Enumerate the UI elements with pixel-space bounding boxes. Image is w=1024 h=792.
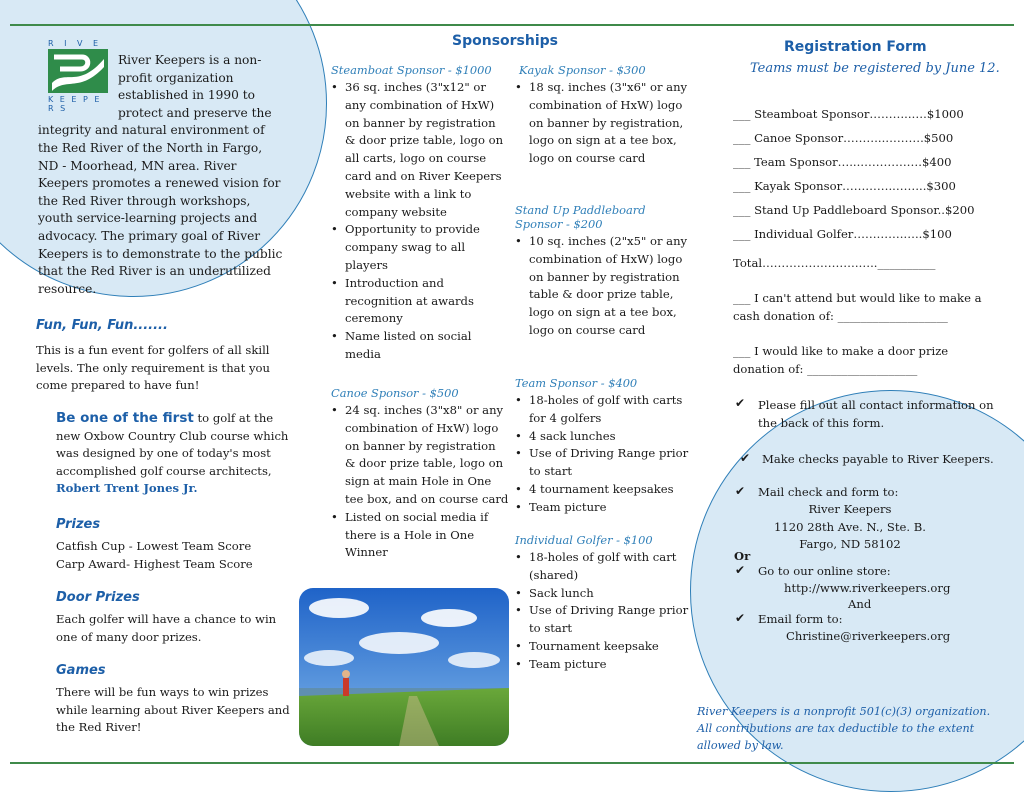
prize-item: Carp Award- Highest Team Score	[56, 556, 253, 571]
steamboat-benefit: • Opportunity to provide company swag to all players	[331, 221, 509, 274]
canoe-benefit: • Listed on social media if there is a Hole in One Winner	[331, 509, 509, 562]
email-link[interactable]: Christine@riverkeepers.org	[786, 629, 951, 643]
team-sponsor-title: Team Sponsor - $400	[515, 376, 638, 390]
steamboat-benefit: • Name listed on social media	[331, 328, 509, 364]
team-benefit: • Team picture	[515, 499, 695, 517]
canoe-benefit: • 24 sq. inches (3"x8" or any combination of HxW) logo on banner by registration & door prize table, logo on sign at main Hole in One tee box, and on course card	[331, 402, 509, 509]
be-first-paragraph	[56, 410, 296, 498]
kayak-sponsor-block	[515, 63, 695, 168]
mailing-address	[760, 501, 940, 554]
total-line[interactable]: Total…………………….…..__________	[733, 256, 936, 270]
registration-options	[733, 102, 1003, 246]
paddleboard-sponsor-title: Stand Up Paddleboard Sponsor - $200	[515, 203, 646, 231]
option-individual[interactable]: ___ Individual Golfer………….…..$100	[733, 227, 952, 241]
intro-line: profit organization	[118, 70, 234, 85]
check-icon: ✔	[740, 451, 751, 465]
individual-benefit: • Use of Driving Range prior to start	[515, 602, 695, 638]
logo-top-text: R I V E	[48, 39, 103, 48]
steamboat-sponsor-block	[331, 63, 509, 364]
check-mail: Mail check and form to:	[758, 485, 899, 499]
option-steamboat[interactable]: ___ Steamboat Sponsor………..….$1000	[733, 107, 964, 121]
prize-item: Catfish Cup - Lowest Team Score	[56, 539, 252, 553]
be-first-lead: Be one of the first	[56, 410, 194, 426]
intro-line: established in 1990 to	[118, 88, 255, 103]
check-icon: ✔	[735, 396, 746, 410]
logo-bottom-text: K E E P E R S	[48, 95, 102, 113]
be-first-text: to golf at the new Oxbow Country Club course which was designed by one of today's most accomplished golf course architects,	[56, 411, 289, 478]
check-icon: ✔	[735, 484, 746, 498]
paddleboard-benefit: • 10 sq. inches (2"x5" or any combination of HxW) logo on banner by registration table & door prize table, logo on sign at a tee box, logo on course card	[515, 233, 695, 340]
cash-donation-line[interactable]: ___ I can't attend but would like to make a cash donation of: ___________________	[733, 291, 982, 323]
check-icon: ✔	[735, 563, 746, 577]
intro-line: protect and preserve the	[118, 105, 272, 120]
or-label: Or	[734, 549, 751, 563]
bottom-rule	[10, 762, 1014, 764]
individual-benefit: • Tournament keepsake	[515, 638, 695, 656]
prizes-heading: Prizes	[56, 517, 101, 532]
designer-name: Robert Trent Jones Jr.	[56, 481, 198, 496]
paddleboard-sponsor-block	[515, 203, 695, 340]
prizes-list	[56, 538, 296, 573]
check-email: Email form to:	[758, 612, 843, 626]
individual-benefit: • Team picture	[515, 656, 695, 674]
check-icon: ✔	[735, 611, 746, 625]
sponsorships-heading: Sponsorships	[452, 33, 558, 49]
registration-deadline: Teams must be registered by June 12.	[750, 61, 1000, 76]
and-label: And	[848, 597, 872, 611]
team-benefit: • 4 tournament keepsakes	[515, 481, 695, 499]
door-prizes-text: Each golfer will have a chance to win one of many door prizes.	[56, 612, 277, 644]
team-benefit: • 4 sack lunches	[515, 428, 695, 446]
steamboat-benefit: • 36 sq. inches (3"x12" or any combination of HxW) on banner by registration & door prize table, logo on all carts, logo on course card and on River Keepers website with a link to company website	[331, 79, 509, 221]
individual-golfer-block	[515, 533, 695, 674]
fun-heading: Fun, Fun, Fun.......	[36, 318, 168, 333]
individual-benefit: • 18-holes of golf with cart (shared)	[515, 549, 695, 585]
canoe-sponsor-block	[331, 386, 509, 562]
intro-line: River Keepers is a non-	[118, 53, 262, 67]
address-line: Fargo, ND 58102	[799, 537, 901, 552]
fun-text: This is a fun event for golfers of all skill levels. The only requirement is that you come prepared to have fun!	[36, 343, 270, 393]
door-prizes-heading: Door Prizes	[56, 590, 140, 605]
steamboat-sponsor-title: Steamboat Sponsor - $1000	[331, 63, 492, 77]
option-paddleboard[interactable]: ___ Stand Up Paddleboard Sponsor..$200	[733, 203, 975, 217]
top-rule	[10, 24, 1014, 26]
check-online-store: Go to our online store:	[758, 564, 891, 578]
address-line: River Keepers	[808, 502, 892, 516]
intro-paragraph	[38, 52, 286, 298]
door-prize-donation-line[interactable]: ___ I would like to make a door prize donation of: ___________________	[733, 344, 949, 376]
kayak-sponsor-title: Kayak Sponsor - $300	[519, 63, 646, 77]
steamboat-benefit: • Introduction and recognition at awards ceremony	[331, 275, 509, 328]
team-sponsor-block	[515, 376, 695, 517]
games-text: There will be fun ways to win prizes while learning about River Keepers and the Red River!	[56, 685, 290, 735]
option-canoe[interactable]: ___ Canoe Sponsor………..……….$500	[733, 131, 954, 145]
team-benefit: • Use of Driving Range prior to start	[515, 445, 695, 481]
address-line: 1120 28th Ave. N., Ste. B.	[774, 519, 926, 534]
kayak-benefit: • 18 sq. inches (3"x6" or any combination of HxW) logo on banner by registration, logo on sign at a tee box, logo on course card	[515, 79, 695, 168]
check-contact-info: Please fill out all contact information on the back of this form.	[758, 398, 994, 430]
games-heading: Games	[56, 663, 106, 678]
option-team[interactable]: ___ Team Sponsor…...…………….$400	[733, 155, 952, 169]
store-link[interactable]: http://www.riverkeepers.org	[784, 581, 951, 595]
golfer-photo	[299, 588, 509, 746]
intro-body: integrity and natural environment of the Red River of the North in Fargo, ND - Moorhead, MN area. River Keepers promotes a renewed vision for the Red River through workshops, youth service-learning projects and advocacy. The primary goal of River Keepers is to demonstrate to the public that the Red River is an underutilized resource.	[38, 123, 283, 296]
nonprofit-note: River Keepers is a nonprofit 501(c)(3) organization. All contributions are tax deductible to the extent allowed by law.	[697, 705, 991, 753]
registration-heading: Registration Form	[784, 39, 927, 55]
check-payable: Make checks payable to River Keepers.	[762, 452, 994, 466]
canoe-sponsor-title: Canoe Sponsor - $500	[331, 386, 459, 400]
team-benefit: • 18-holes of golf with carts for 4 golfers	[515, 392, 695, 428]
individual-golfer-title: Individual Golfer - $100	[515, 533, 653, 547]
option-kayak[interactable]: ___ Kayak Sponsor…………..……..$300	[733, 179, 956, 193]
individual-benefit: • Sack lunch	[515, 585, 695, 603]
